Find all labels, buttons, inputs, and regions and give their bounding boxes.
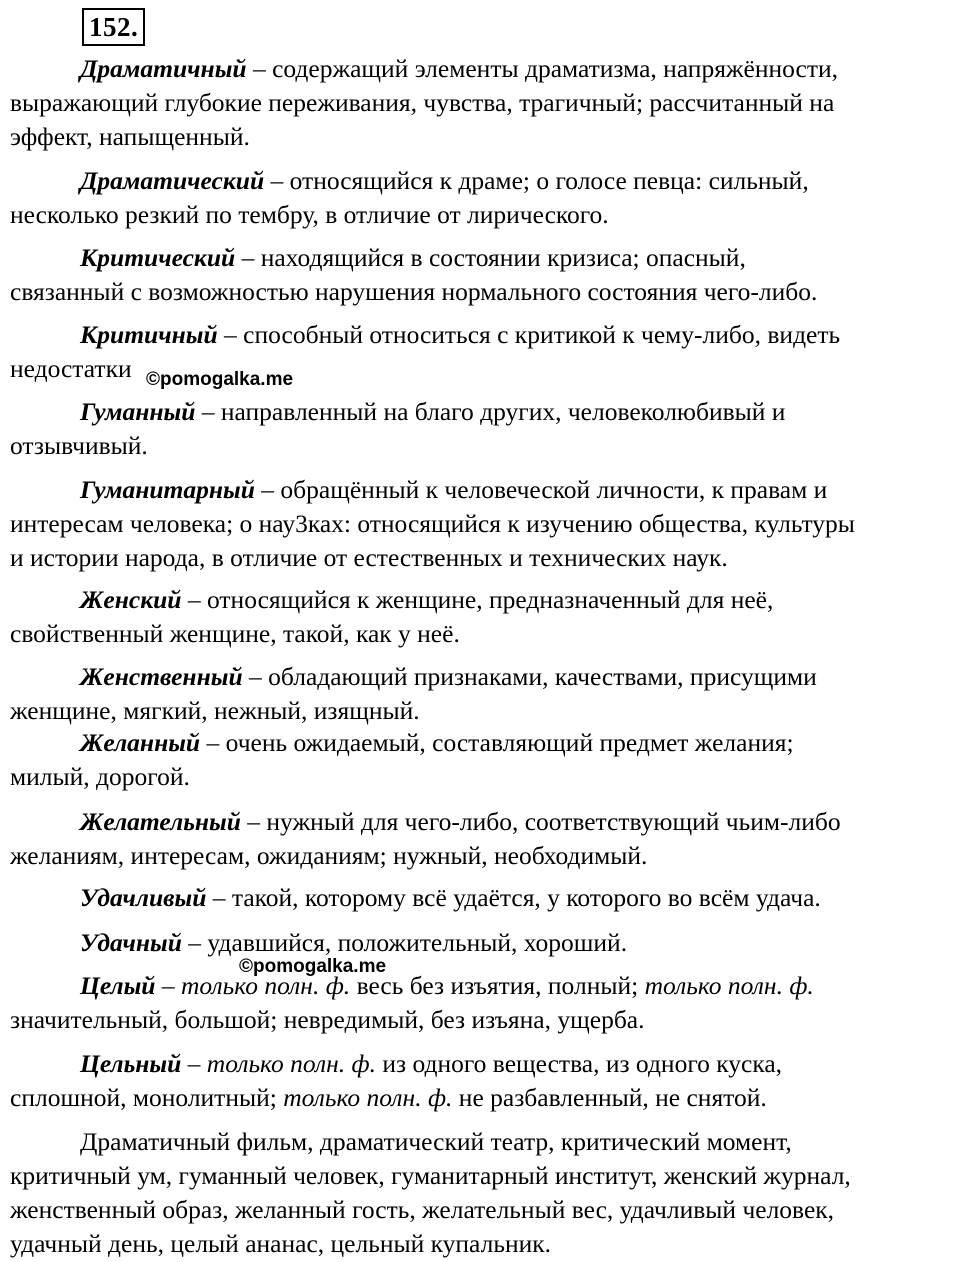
dash: – [181,1049,207,1078]
definition-tselnyi [10,1047,950,1115]
definition-text: сплошной, монолитный; [10,1083,284,1112]
definition-tselyi [10,969,950,1037]
definition-line [10,52,950,86]
definition-entry [10,52,950,154]
definition-text: – относящийся к драме; о голосе певца: сильный, [270,166,809,195]
definition-term: Критичный [80,320,218,349]
definition-text: – обращённый к человеческой личности, к правам и [261,475,828,504]
definition-line [10,318,950,352]
example-line: удачный день, целый ананас, цельный купальник. [10,1229,552,1258]
example-phrases [10,1125,950,1261]
definition-entry [10,926,950,960]
definition-entry [10,881,950,915]
example-line: критичный ум, гуманный человек, гуманитарный институт, женский журнал, [10,1161,851,1190]
grammar-note: только полн. ф. [283,1083,453,1112]
definition-line [10,969,950,1003]
definition-text: интересам человека; о нау3ках: относящийся к изучению общества, культуры [10,509,855,538]
definition-line [10,120,950,154]
definition-line [10,241,950,275]
watermark: ©pomogalka.me [239,956,387,977]
definition-term: Женственный [80,662,243,691]
definition-text: и истории народа, в отличие от естественных и технических наук. [10,543,728,572]
definition-line [10,805,950,839]
definition-line [10,1047,950,1081]
definition-text: милый, дорогой. [10,762,190,791]
definition-term: Гуманитарный [80,475,255,504]
definition-entry [10,164,950,232]
definition-line [10,541,950,575]
definition-line [10,694,950,728]
definition-line [10,881,950,915]
exercise-number: 152. [82,8,145,46]
definition-line [10,198,950,232]
grammar-note: только полн. ф. [644,971,814,1000]
definition-term: Желательный [80,807,241,836]
definition-text: желаниям, интересам, ожиданиям; нужный, необходимый. [10,841,648,870]
definition-line [10,726,950,760]
definition-line [10,86,950,120]
definition-line [10,760,950,794]
definition-text: связанный с возможностью нарушения нормального состояния чего-либо. [10,277,818,306]
definition-text: весь без изъятия, полный; [350,971,645,1000]
definition-entry [10,473,950,575]
definition-text: выражающий глубокие переживания, чувства, трагичный; рассчитанный на [10,88,835,117]
definition-line [10,164,950,198]
dash: – [155,971,181,1000]
definition-text: – очень ожидаемый, составляющий предмет желания; [206,728,794,757]
definition-text: женщине, мягкий, нежный, изящный. [10,696,420,725]
definition-text: – находящийся в состоянии кризиса; опасный, [241,243,746,272]
definition-line [10,395,950,429]
definition-term: Гуманный [80,397,196,426]
definition-term: Критический [80,243,236,272]
definition-line [10,473,950,507]
definition-line [10,1081,950,1115]
definition-text: – нужный для чего-либо, соответствующий чьим-либо [247,807,841,836]
definition-line: значительный, большой; невредимый, без изъяна, ущерба. [10,1005,645,1034]
definition-term: Драматический [80,166,265,195]
definition-text: отзывчивый. [10,431,148,460]
definition-text: – направленный на благо других, человеколюбивый и [201,397,786,426]
definition-entry [10,583,950,651]
definition-entry [10,805,950,873]
definition-text: свойственный женщине, такой, как у неё. [10,619,460,648]
definition-line [10,275,950,309]
definition-text: несколько резкий по тембру, в отличие от лирического. [10,200,609,229]
definition-text: – удавшийся, положительный, хороший. [188,928,628,957]
watermark: ©pomogalka.me [146,369,294,390]
definition-term: Удачливый [80,883,207,912]
definition-line [10,507,950,541]
definition-line [10,617,950,651]
definition-entry [10,241,950,309]
definition-line [10,839,950,873]
definition-term: Драматичный [80,54,247,83]
definition-text: недостатки [10,354,132,383]
definition-text: – обладающий признаками, качествами, присущими [249,662,817,691]
definition-term: Желанный [80,728,201,757]
definition-entry [10,660,950,728]
definition-line [10,660,950,694]
definition-term: Женский [80,585,182,614]
definition-entry [10,726,950,794]
definition-text: – содержащий элементы драматизма, напряжённости, [252,54,839,83]
grammar-note: только полн. ф. [180,971,351,1000]
grammar-note: только полн. ф. [206,1049,376,1078]
definition-text: – такой, которому всё удаётся, у которого во всём удача. [212,883,821,912]
definition-line [10,583,950,617]
example-line: женственный образ, желанный гость, желательный вес, удачливый человек, [10,1195,835,1224]
definition-entry [10,395,950,463]
definition-text: – относящийся к женщине, предназначенный для неё, [187,585,774,614]
definition-text: – способный относиться с критикой к чему-либо, видеть [224,320,841,349]
definition-text: эффект, напыщенный. [10,122,250,151]
definition-line [10,429,950,463]
definition-term: Целый [80,971,156,1000]
definition-line [10,926,950,960]
definition-term: Цельный [80,1049,182,1078]
definition-text: не разбавленный, не снятой. [452,1083,767,1112]
definition-text: из одного вещества, из одного куска, [376,1049,783,1078]
definition-term: Удачный [80,928,182,957]
example-line: Драматичный фильм, драматический театр, критический момент, [80,1127,792,1156]
